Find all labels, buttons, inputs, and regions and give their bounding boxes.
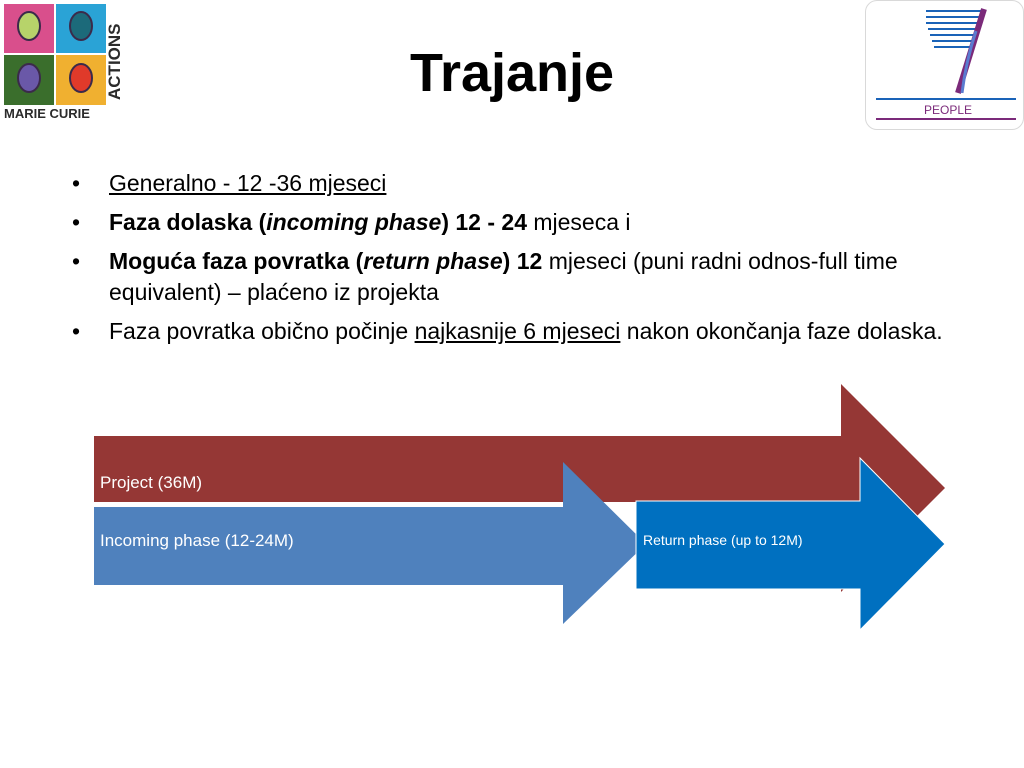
bullet-bold-text: Moguća faza povratka ( <box>109 248 364 274</box>
bullet-underlined-text: najkasnije 6 mjeseci <box>414 318 621 344</box>
bullet-bold-text: Faza dolaska ( <box>109 209 267 235</box>
project-arrow-label: Project (36M) <box>100 473 203 492</box>
logo-actions-text: ACTIONS <box>105 23 124 100</box>
bullet-text: Generalno - 12 -36 mjeseci <box>109 170 387 196</box>
logo-marie-curie-text: MARIE CURIE <box>4 106 90 121</box>
bullet-bold-text: ) 12 - 24 <box>441 209 527 235</box>
bullet-text: mjeseca i <box>526 209 631 235</box>
bullet-text: nakon okončanja faze dolaska. <box>620 318 943 344</box>
slide-title: Trajanje <box>409 43 615 103</box>
return-arrow-label: Return phase (up to 12M) <box>643 532 803 548</box>
bullet-bold-text: ) 12 <box>502 248 543 274</box>
incoming-arrow-label: Incoming phase (12-24M) <box>100 531 294 550</box>
bullet-text: Faza povratka obično počinje <box>109 318 415 344</box>
bullet-text: mjeseci (puni radni odnos-full time equivalent) – plaćeno iz projekta <box>109 248 898 305</box>
logo-people-text: PEOPLE <box>923 103 973 117</box>
bullet-italic-text: incoming phase <box>266 209 442 235</box>
bullet-italic-text: return phase <box>363 248 503 274</box>
